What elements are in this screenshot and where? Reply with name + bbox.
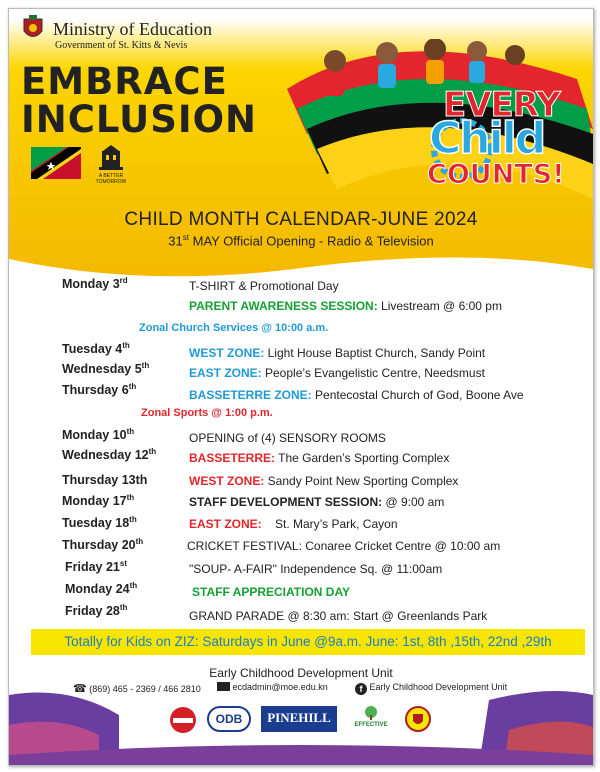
event-west-church [189, 346, 485, 360]
event-label: EAST ZONE: [189, 517, 262, 531]
event-text: @ 9:00 am [382, 495, 445, 509]
opening-text: MAY Official Opening - Radio & Television [192, 233, 434, 249]
day-label: Friday 28 [65, 604, 120, 619]
day-label: Monday 17 [62, 494, 127, 509]
headline [21, 60, 258, 141]
event-text: Light House Baptist Church, Sandy Point [264, 346, 486, 360]
facebook-page: Early Childhood Development Unit [369, 682, 508, 692]
phone-number: (869) 465 - 2369 / 466 2810 [89, 684, 201, 694]
day-label: Wednesday 5 [62, 362, 142, 377]
event-staff-appreciation: STAFF APPRECIATION DAY [192, 585, 351, 599]
email-address: ecdadmin@moe.edu.kn [232, 682, 328, 692]
event-sensory-rooms: OPENING of (4) SENSORY ROOMS [189, 431, 386, 445]
day-sup: th [135, 537, 144, 546]
event-tshirt: T-SHIRT & Promotional Day [189, 279, 339, 293]
event-text: Sandy Point New Sporting Complex [264, 474, 459, 488]
event-cricket-festival: CRICKET FESTIVAL: Conaree Cricket Centre @ 10:00 am [187, 539, 501, 553]
phone-contact [73, 682, 201, 695]
event-east-church [189, 366, 485, 380]
ziz-banner [31, 629, 585, 655]
child-text: Child [429, 113, 545, 164]
day-label: Wednesday 12 [62, 448, 149, 463]
day-label: Monday 10 [62, 428, 127, 443]
calendar-title: CHILD MONTH CALENDAR-JUNE 2024 [124, 209, 478, 230]
day-thu-6 [62, 382, 136, 397]
day-sup: rd [119, 276, 128, 285]
event-text: People’s Evangelistic Centre, Needsmust [261, 366, 485, 380]
zonal-sports-heading: Zonal Sports @ 1:00 p.m. [141, 407, 273, 419]
event-text: The Garden’s Sporting Complex [275, 451, 450, 465]
day-sup: th [119, 603, 128, 612]
opening-sup: st [182, 233, 189, 242]
day-label: Friday 21 [65, 560, 120, 575]
day-label: Tuesday 18 [62, 516, 130, 531]
day-mon-24 [65, 581, 137, 596]
event-basseterre-sports [189, 451, 449, 465]
event-label: BASSETERRE ZONE: [189, 388, 312, 402]
day-mon-17 [62, 493, 134, 508]
day-sup: th [126, 427, 135, 436]
headline-line-1: EMBRACE [21, 60, 228, 103]
odb-logo: ODB [207, 706, 251, 732]
event-label: PARENT AWARENESS SESSION: [189, 299, 378, 313]
day-thu-13: Thursday 13th [62, 473, 148, 487]
flyer [8, 8, 594, 766]
headline-line-2: INCLUSION [21, 98, 258, 141]
day-label: Thursday 20 [62, 538, 136, 553]
day-sup: th [128, 382, 137, 391]
event-parent-session [189, 299, 502, 313]
day-label: Monday 3 [62, 277, 120, 292]
day-thu-20 [62, 537, 143, 552]
event-label: WEST ZONE: [189, 474, 265, 488]
day-sup: th [129, 581, 138, 590]
day-mon-3 [62, 276, 128, 291]
event-label: STAFF DEVELOPMENT SESSION: [189, 495, 383, 509]
event-label: EAST ZONE: [189, 366, 262, 380]
effective-text: EFFECTIVE [354, 722, 388, 728]
pinehill-logo: PINEHILL [261, 706, 337, 732]
event-east-sports [189, 517, 398, 531]
mail-icon [217, 682, 230, 691]
ministry-seal-icon [405, 706, 431, 732]
counts-text: COUNTS! [427, 159, 565, 190]
phone-icon: ☎ [73, 683, 87, 695]
ziz-banner-text: Totally for Kids on ZIZ: Saturdays in June @9a.m. June: 1st, 8th ,15th, 22nd ,29th [64, 634, 552, 649]
day-tue-4 [62, 341, 130, 356]
day-sup: st [119, 559, 128, 568]
day-wed-12 [62, 447, 156, 462]
partner-logo-red-icon [169, 706, 197, 734]
day-fri-28 [65, 603, 127, 618]
event-staff-development [189, 495, 444, 509]
day-wed-5 [62, 361, 149, 376]
government-name: Government of St. Kitts & Nevis [55, 40, 188, 51]
facebook-icon: f [355, 683, 367, 695]
event-soup-a-fair: "SOUP- A-FAIR" Independence Sq. @ 11:00am [189, 562, 443, 576]
opening-date: 31 [168, 233, 183, 249]
event-basseterre-church [189, 388, 524, 402]
event-west-sports [189, 474, 458, 488]
day-sup: th [126, 493, 135, 502]
event-label: BASSETERRE: [189, 451, 276, 465]
ministry-name: Ministry of Education [53, 19, 212, 39]
day-sup: th [122, 341, 130, 350]
day-tue-18 [62, 515, 137, 530]
unit-name: Early Childhood Development Unit [209, 666, 393, 680]
day-sup: th [141, 361, 150, 370]
event-text: St. Mary’s Park, Cayon [261, 517, 398, 531]
day-sup: th [129, 515, 137, 524]
coat-of-arms-icon [21, 15, 45, 43]
every-text: EVERY [443, 85, 560, 125]
event-text: Livestream @ 6:00 pm [377, 299, 502, 313]
skn-flag-icon [31, 147, 81, 179]
day-sup: th [148, 447, 157, 456]
effective-schools-logo [345, 706, 397, 732]
day-label: Tuesday 4 [62, 342, 123, 357]
event-text: Pentecostal Church of God, Boone Ave [311, 388, 524, 402]
building-icon [89, 143, 133, 173]
better-tomorrow-text: A BETTER TOMORROW [95, 173, 127, 185]
zonal-church-heading: Zonal Church Services @ 10:00 a.m. [139, 322, 329, 334]
day-mon-10 [62, 427, 134, 442]
better-tomorrow-logo [89, 143, 133, 183]
facebook-contact[interactable] [355, 682, 507, 695]
event-label: WEST ZONE: [189, 346, 265, 360]
day-label: Thursday 6 [62, 383, 129, 398]
tree-icon [361, 706, 381, 720]
event-grand-parade: GRAND PARADE @ 8:30 am: Start @ Greenlands Park [189, 609, 488, 623]
email-contact[interactable] [217, 682, 328, 692]
day-label: Monday 24 [65, 582, 130, 597]
day-fri-21 [65, 559, 127, 574]
